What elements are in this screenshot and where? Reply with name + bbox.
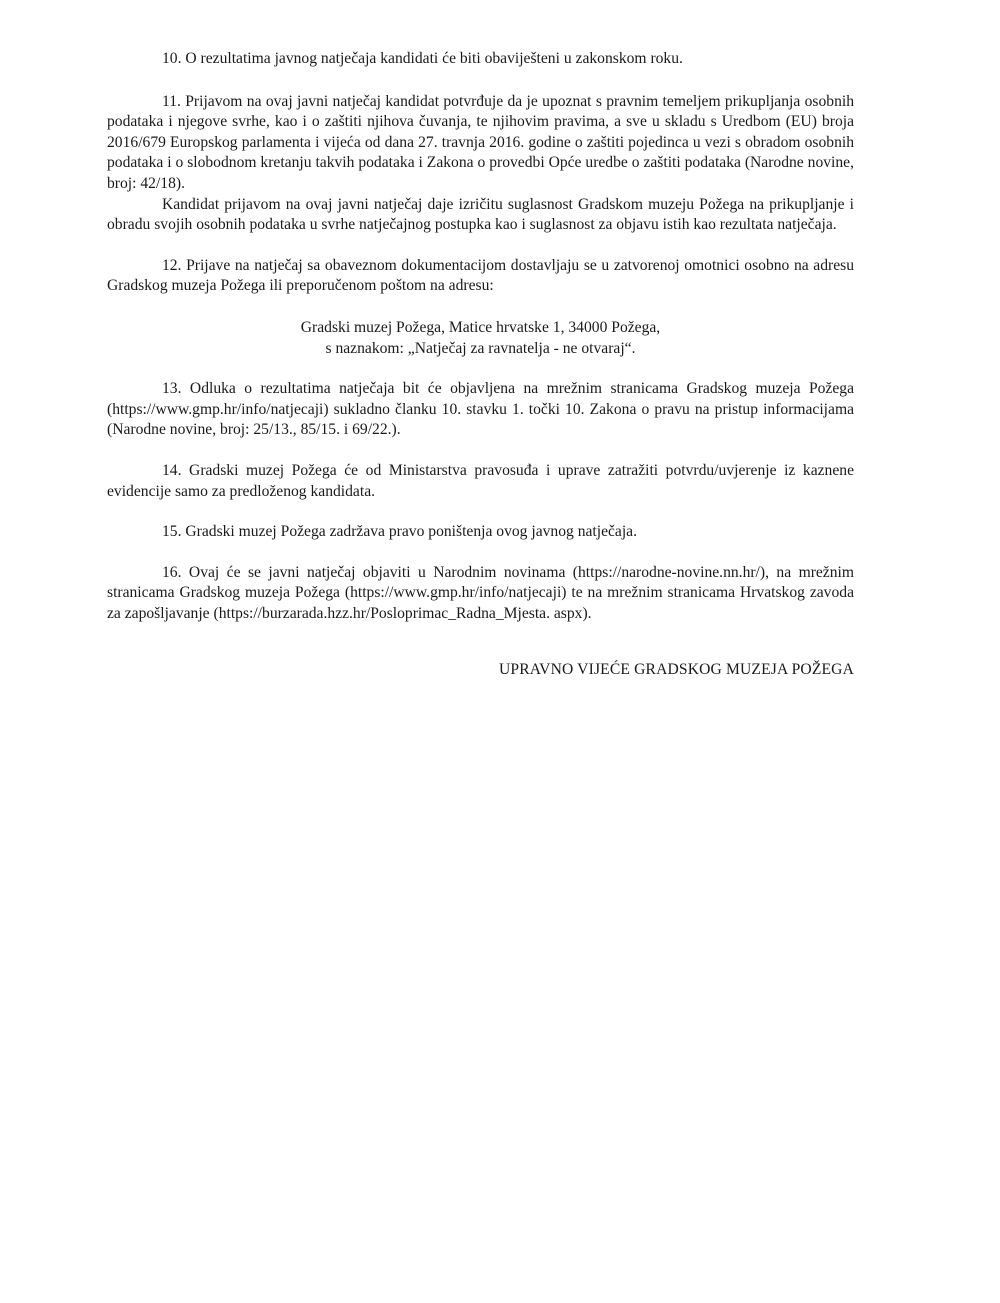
paragraph-11-consent: Kandidat prijavom na ovaj javni natječaj daje izričitu suglasnost Gradskom muzeju Požega na prikupljanje i obradu svojih osobnih podataka u svrhe natječajnog postupka kao i suglasnost za objavu istih kao rezultata natječaja. bbox=[107, 195, 854, 234]
address-line: Gradski muzej Požega, Matice hrvatske 1, 34000 Požega, bbox=[300, 318, 661, 336]
paragraph-15: 15. Gradski muzej Požega zadržava pravo poništenja ovog javnog natječaja. bbox=[162, 523, 638, 541]
paragraph-13: 13. Odluka o rezultatima natječaja bit će objavljena na mrežnim stranicama Gradskog muzeja Požega (https://www.gmp.hr/info/natjecaji) sukladno članku 10. stavku 1. točki 10. Zakona o pravu na pristup informacijama (Narodne novine, broj: 25/13., 85/15. i 69/22.). bbox=[107, 380, 854, 439]
paragraph-10: 10. O rezultatima javnog natječaja kandidati će biti obaviješteni u zakonskom roku. bbox=[162, 50, 683, 67]
paragraph-16: 16. Ovaj će se javni natječaj objaviti u Narodnim novinama (https://narodne-novine.nn.hr/), na mrežnim stranicama Gradskog muzeja Požega (https://www.gmp.hr/info/natjecaji) te na mrežnim stranicama Hrvatskog zavoda za zapošljavanje (https://burzarada.hzz.hr/Posloprimac_Radna_Mjesta. aspx). bbox=[107, 563, 854, 622]
address-note: s naznakom: „Natječaj za ravnatelja - ne otvaraj“. bbox=[325, 339, 636, 357]
paragraph-11: 11. Prijavom na ovaj javni natječaj kandidat potvrđuje da je upoznat s pravnim temeljem prikupljanja osobnih podataka i njegove svrhe, kao i o zaštiti njihova čuvanja, te njihovim pravima, a sve u skladu s Uredbom (EU) broja 2016/679 Europskog parlamenta i vijeća od dana 27. travnja 2016. godine o zaštiti pojedinca u vezi s obradom osobnih podataka i o slobodnom kretanju takvih podataka i Zakona o provedbi Opće uredbe o zaštiti podataka (Narodne novine, broj: 42/18). bbox=[107, 92, 854, 192]
address-block bbox=[107, 318, 854, 359]
paragraph-12: 12. Prijave na natječaj sa obaveznom dokumentacijom dostavljaju se u zatvorenoj omotnici osobno na adresu Gradskog muzeja Požega ili preporučenom poštom na adresu: bbox=[107, 256, 854, 295]
paragraph-14: 14. Gradski muzej Požega će od Ministarstva pravosuđa i uprave zatražiti potvrdu/uvjerenje iz kaznene evidencije samo za predloženog kandidata. bbox=[107, 461, 854, 500]
signature-line: UPRAVNO VIJEĆE GRADSKOG MUZEJA POŽEGA bbox=[499, 661, 854, 679]
